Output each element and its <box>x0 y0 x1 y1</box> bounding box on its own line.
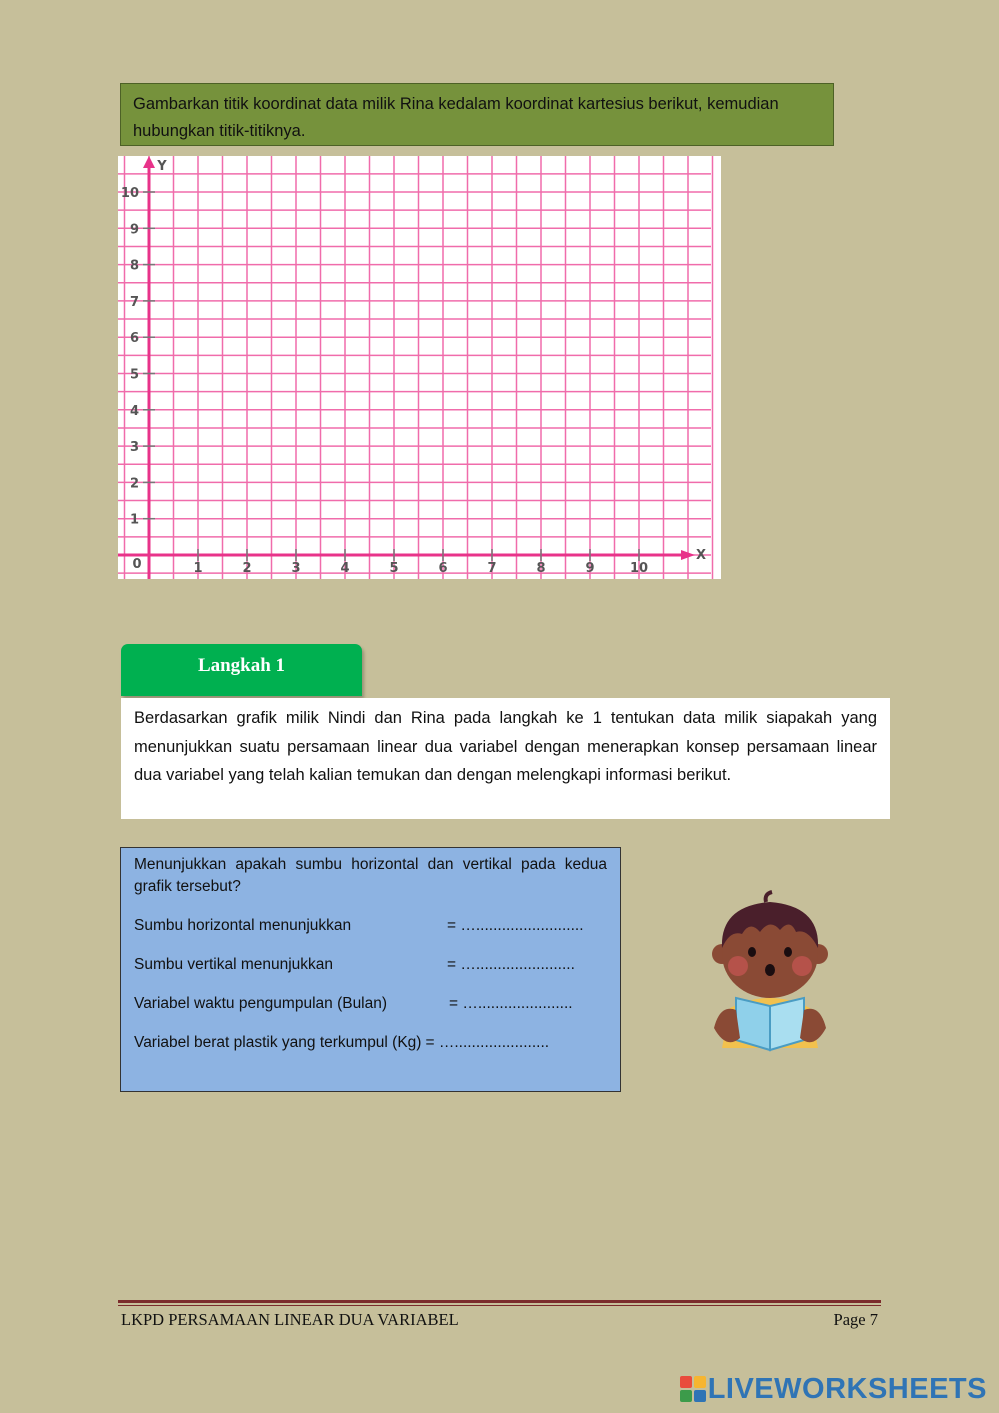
footer-title: LKPD PERSAMAAN LINEAR DUA VARIABEL <box>121 1310 459 1329</box>
x-tick-label: 7 <box>487 561 497 576</box>
x-axis-label: X <box>695 548 707 563</box>
liveworksheets-logo-icon <box>680 1376 706 1402</box>
y-tick-label: 9 <box>129 222 139 238</box>
page-number: Page 7 <box>833 1310 878 1329</box>
brand-name: LIVEWORKSHEETS <box>707 1372 987 1405</box>
instruction-text: Gambarkan titik koordinat data milik Rina kedalam koordinat kartesius berikut, kemudian hubungkan titik-titiknya. <box>133 95 779 140</box>
x-tick-label: 8 <box>536 561 546 576</box>
question-row <box>134 1032 607 1054</box>
footer-divider <box>118 1300 881 1303</box>
reading-child-illustration <box>700 888 840 1058</box>
step-text: Berdasarkan grafik milik Nindi dan Rina pada langkah ke 1 tentukan data milik siapakah yang menunjukkan suatu persamaan linear dua variabel dengan menerapkan konsep persamaan linear dua variabel yang telah kalian temukan dan dengan melengkapi informasi berikut. <box>134 709 877 784</box>
x-tick-label: 4 <box>340 561 350 576</box>
footer-divider-thin <box>118 1305 881 1306</box>
y-tick-label: 10 <box>120 186 139 201</box>
grid-svg[interactable] <box>118 156 721 579</box>
step-title: Langkah 1 <box>197 655 286 676</box>
question-row <box>134 954 607 976</box>
y-tick-label: 2 <box>129 476 139 492</box>
x-tick-label: 9 <box>585 561 595 576</box>
question-intro: Menunjukkan apakah sumbu horizontal dan vertikal pada kedua grafik tersebut? <box>134 856 607 895</box>
answer-field[interactable]: = …....................... <box>447 956 575 973</box>
x-tick-label: 3 <box>291 561 301 576</box>
liveworksheets-brand[interactable] <box>680 1372 987 1406</box>
y-tick-label: 7 <box>129 294 139 310</box>
x-tick-label: 2 <box>242 561 252 576</box>
question-label: Sumbu horizontal menunjukkan <box>134 917 352 934</box>
y-tick-label: 4 <box>129 403 139 419</box>
answer-field[interactable]: = …...................... <box>449 995 573 1012</box>
y-tick-label: 3 <box>129 440 139 456</box>
y-tick-label: 5 <box>129 367 139 383</box>
cartesian-grid[interactable] <box>118 156 721 579</box>
question-label: Sumbu vertikal menunjukkan <box>134 956 334 973</box>
instruction-box <box>120 83 834 146</box>
question-label: Variabel berat plastik yang terkumpul (Kg) <box>134 1034 422 1051</box>
step-instructions <box>121 698 890 819</box>
y-tick-label: 1 <box>129 512 139 528</box>
question-label: Variabel waktu pengumpulan (Bulan) <box>134 995 388 1012</box>
x-tick-label: 5 <box>389 561 399 576</box>
x-tick-label: 1 <box>193 561 203 576</box>
answer-field[interactable]: = …......................... <box>447 917 584 934</box>
question-row <box>134 993 607 1015</box>
question-row <box>134 915 607 937</box>
x-tick-label: 10 <box>629 561 649 576</box>
y-axis-label: Y <box>157 159 167 174</box>
y-axis-arrow <box>143 156 155 168</box>
y-tick-label: 8 <box>129 258 139 274</box>
step-title-tab <box>121 644 362 696</box>
x-tick-label: 6 <box>438 561 448 576</box>
y-tick-label: 6 <box>129 331 139 347</box>
answer-field[interactable]: = …...................... <box>425 1034 550 1051</box>
origin-label: 0 <box>132 557 142 572</box>
question-box <box>120 847 621 1092</box>
